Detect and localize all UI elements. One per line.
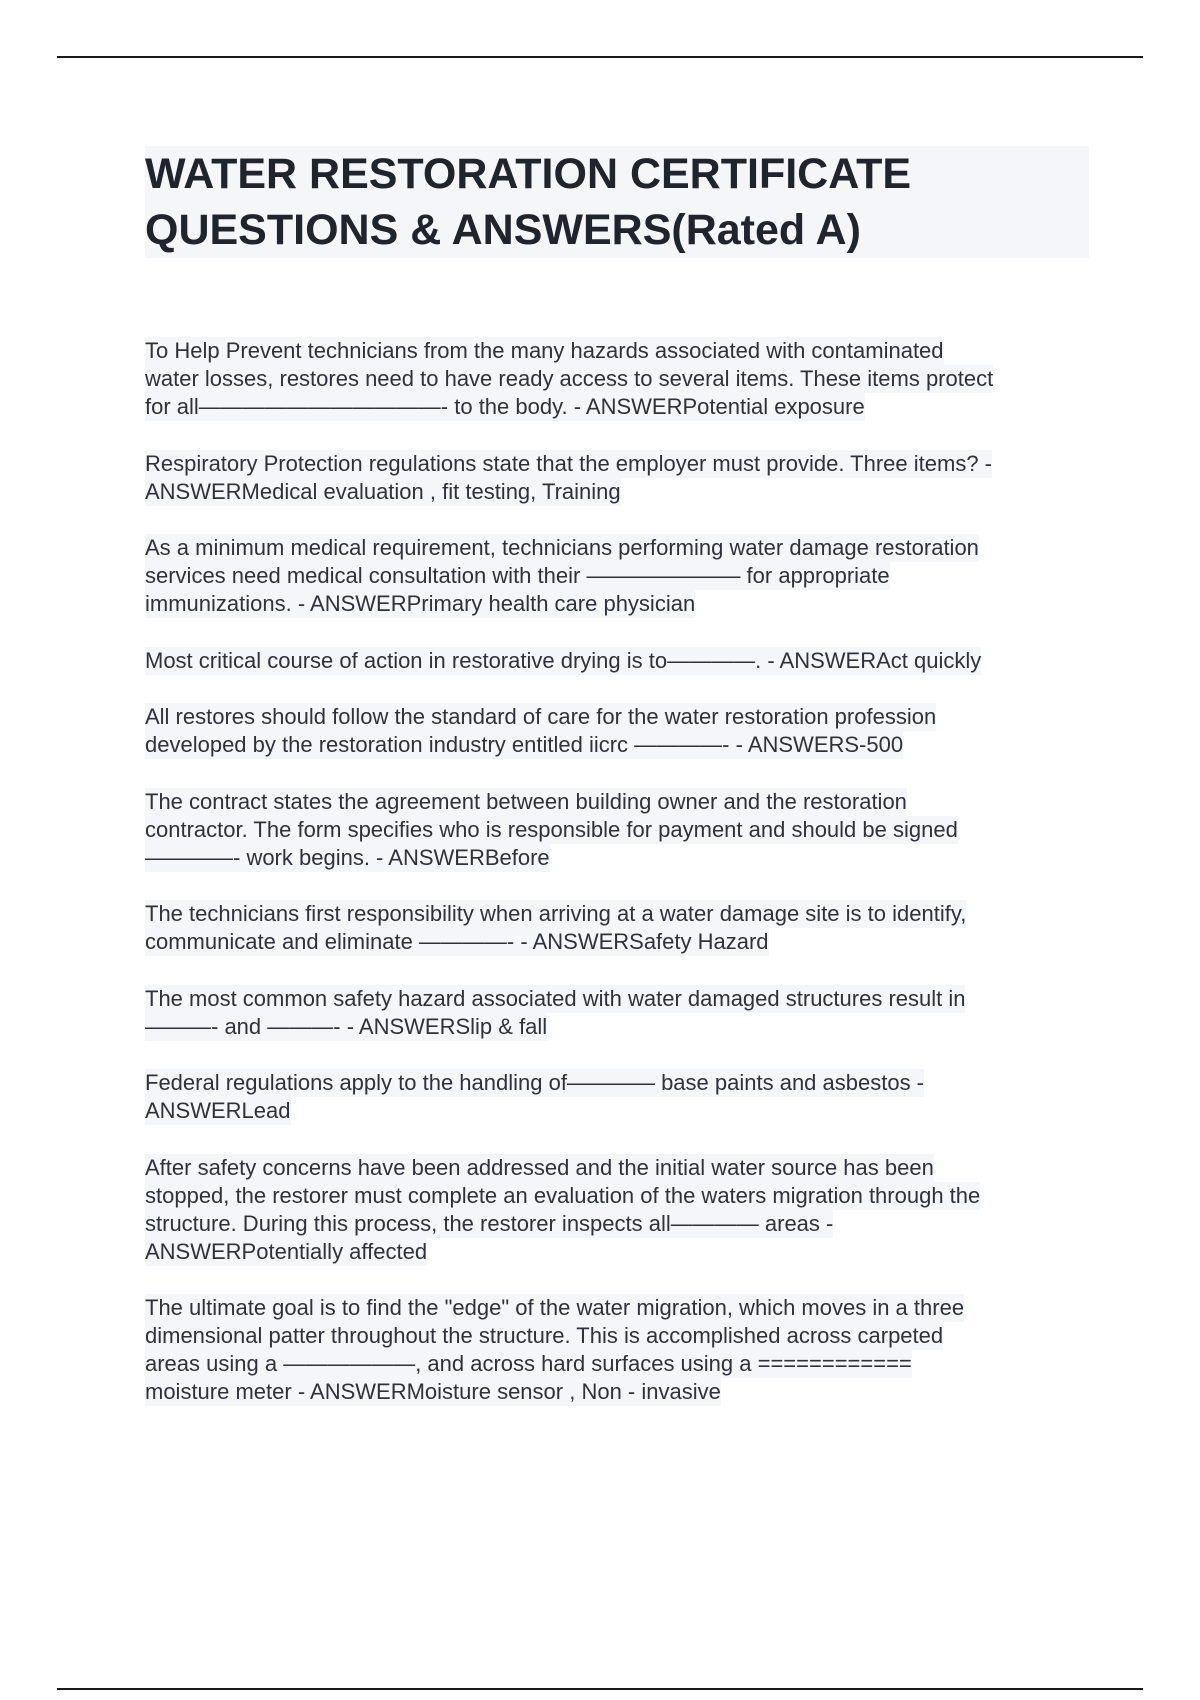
qa-line: structure. During this process, the restorer inspects all———— areas - xyxy=(145,1210,834,1236)
title-line: QUESTIONS & ANSWERS(Rated A) xyxy=(145,206,861,254)
qa-line: moisture meter - ANSWERMoisture sensor , Non - invasive xyxy=(145,1379,721,1404)
qa-line: for all———————————- to the body. - ANSWERPotential exposure xyxy=(145,394,865,419)
qa-line: ———- and ———- - ANSWERSlip & fall xyxy=(145,1013,548,1039)
qa-line: contractor. The form specifies who is responsible for payment and should be signed xyxy=(145,816,958,842)
qa-line: The technicians first responsibility when arriving at a water damage site is to identify, xyxy=(145,901,967,926)
qa-item xyxy=(145,450,1085,506)
top-rule xyxy=(57,56,1143,58)
qa-line: ————- work begins. - ANSWERBefore xyxy=(145,844,550,870)
qa-line: dimensional patter throughout the structure. This is accomplished across carpeted xyxy=(145,1323,944,1348)
qa-line: The most common safety hazard associated with water damaged structures result in xyxy=(145,985,966,1011)
qa-line: immunizations. - ANSWERPrimary health care physician xyxy=(145,591,696,616)
qa-item xyxy=(145,788,1085,872)
qa-item xyxy=(145,337,1085,421)
bottom-rule xyxy=(57,1688,1143,1690)
qa-list xyxy=(145,337,1085,1435)
qa-item xyxy=(145,1294,1085,1406)
qa-line: communicate and eliminate ————- - ANSWERSafety Hazard xyxy=(145,929,769,954)
qa-item xyxy=(145,900,1085,956)
qa-line: ANSWERPotentially affected xyxy=(145,1238,428,1264)
qa-line: services need medical consultation with their ——————— for appropriate xyxy=(145,563,890,588)
qa-line: The contract states the agreement between building owner and the restoration xyxy=(145,788,907,814)
qa-item xyxy=(145,703,1085,759)
qa-line: areas using a ——————, and across hard surfaces using a ============ xyxy=(145,1351,912,1376)
qa-line: stopped, the restorer must complete an evaluation of the waters migration through the xyxy=(145,1182,981,1208)
document-title xyxy=(145,146,1089,258)
qa-line: Federal regulations apply to the handling of———— base paints and asbestos - xyxy=(145,1070,925,1095)
qa-item xyxy=(145,534,1085,618)
qa-line: ANSWERLead xyxy=(145,1098,291,1123)
qa-line: All restores should follow the standard of care for the water restoration profession xyxy=(145,704,937,729)
qa-item xyxy=(145,985,1085,1041)
qa-line: As a minimum medical requirement, technicians performing water damage restoration xyxy=(145,535,979,560)
qa-item xyxy=(145,1069,1085,1125)
qa-line: Respiratory Protection regulations state that the employer must provide. Three items? - xyxy=(145,450,992,476)
qa-line: ANSWERMedical evaluation , fit testing, Training xyxy=(145,478,621,504)
qa-line: To Help Prevent technicians from the many hazards associated with contaminated xyxy=(145,338,944,363)
qa-item xyxy=(145,647,1085,675)
qa-line: Most critical course of action in restorative drying is to————. - ANSWERAct quickly xyxy=(145,647,982,673)
qa-line: After safety concerns have been addressed and the initial water source has been xyxy=(145,1154,934,1180)
qa-line: water losses, restores need to have ready access to several items. These items protect xyxy=(145,366,994,391)
qa-line: developed by the restoration industry entitled iicrc ————- - ANSWERS-500 xyxy=(145,732,904,757)
title-line: WATER RESTORATION CERTIFICATE xyxy=(145,150,912,198)
qa-item xyxy=(145,1154,1085,1266)
qa-line: The ultimate goal is to find the "edge" of the water migration, which moves in a three xyxy=(145,1295,965,1320)
